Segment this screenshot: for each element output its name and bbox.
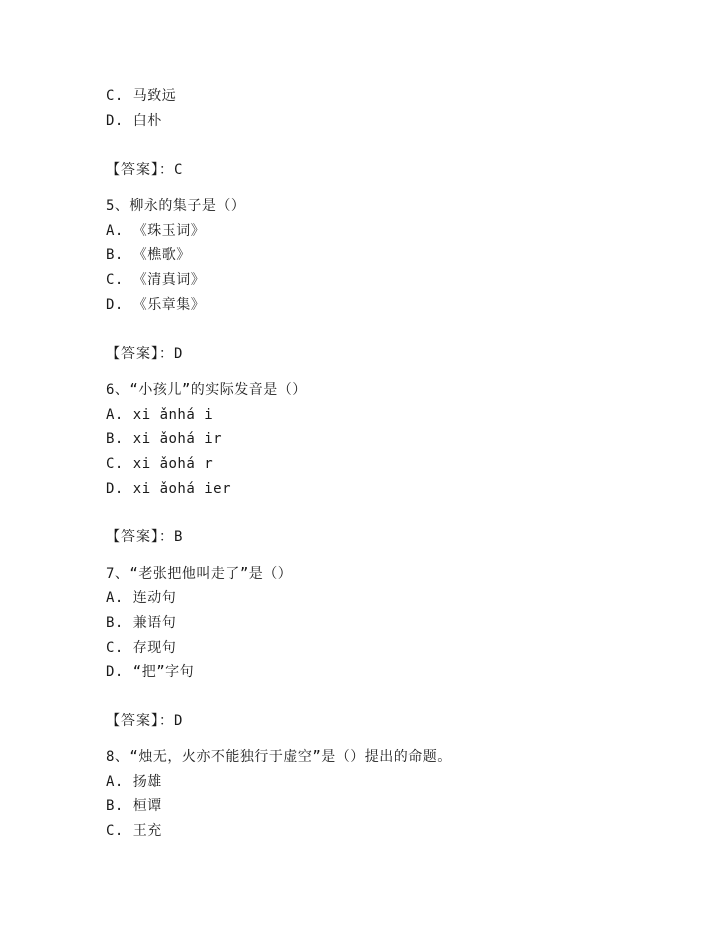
q4-option-d: D. 白朴 bbox=[106, 113, 162, 129]
q5-option-b: B. 《樵歌》 bbox=[106, 247, 191, 263]
q4-option-c: C. 马致远 bbox=[106, 88, 177, 104]
q5-option-a: A. 《珠玉词》 bbox=[106, 223, 206, 239]
q5-answer: 【答案】：D bbox=[106, 346, 184, 362]
q8-question: 8、“烛无，火亦不能独行于虚空”是（）提出的命题。 bbox=[106, 749, 452, 765]
q6-option-a: A. xi ǎnhá i bbox=[106, 407, 214, 423]
q7-option-b: B. 兼语句 bbox=[106, 615, 177, 631]
q5-option-c: C. 《清真词》 bbox=[106, 272, 206, 288]
q4-answer: 【答案】：C bbox=[106, 162, 184, 178]
q6-option-c: C. xi ǎohá r bbox=[106, 456, 214, 472]
q6-answer: 【答案】：B bbox=[106, 529, 184, 545]
q6-question: 6、“小孩儿”的实际发音是（） bbox=[106, 382, 307, 398]
q5-question: 5、柳永的集子是（） bbox=[106, 198, 246, 214]
q7-option-c: C. 存现句 bbox=[106, 640, 177, 656]
q8-option-b: B. 桓谭 bbox=[106, 798, 162, 814]
q7-answer: 【答案】：D bbox=[106, 713, 184, 729]
q7-option-a: A. 连动句 bbox=[106, 590, 177, 606]
q6-option-d: D. xi ǎohá ier bbox=[106, 481, 232, 497]
q6-option-b: B. xi ǎohá ir bbox=[106, 431, 223, 447]
q7-question: 7、“老张把他叫走了”是（） bbox=[106, 566, 293, 582]
q8-option-a: A. 扬雄 bbox=[106, 774, 162, 790]
q7-option-d: D. “把”字句 bbox=[106, 664, 195, 680]
q8-option-c: C. 王充 bbox=[106, 823, 162, 839]
q5-option-d: D. 《乐章集》 bbox=[106, 297, 206, 313]
